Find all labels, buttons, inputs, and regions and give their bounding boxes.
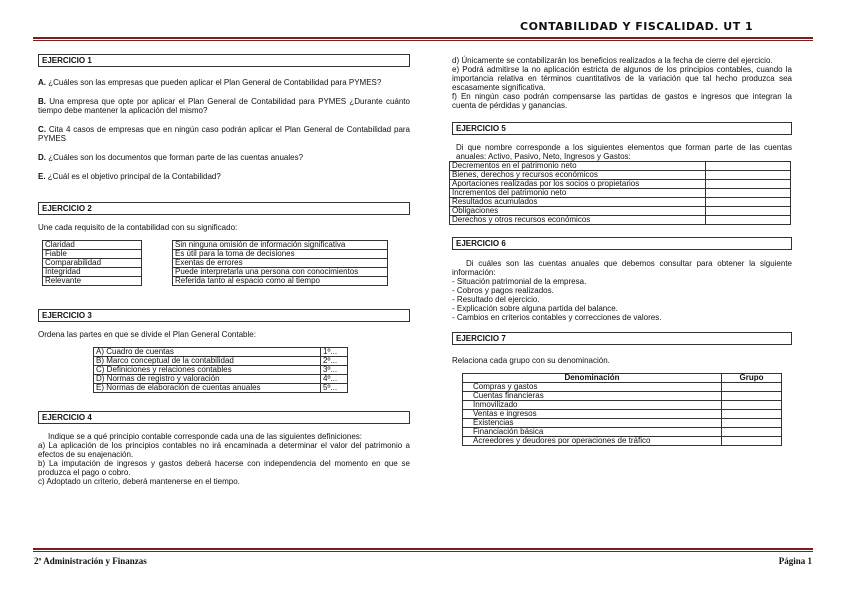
page-header-title: CONTABILIDAD Y FISCALIDAD. UT 1 — [520, 20, 754, 33]
table-row: C) Definiciones y relaciones contables 3º... — [94, 366, 348, 375]
table-row: D) Normas de registro y valoración 4º... — [94, 375, 348, 384]
ej1-question-a: A. ¿Cuáles son las empresas que pueden aplicar el Plan General de Contabilidad para PYMES? — [38, 78, 382, 87]
ej6-item: - Explicación sobre alguna partida del balance. — [452, 304, 618, 313]
footer-rule-thin — [33, 551, 813, 552]
table-row: A) Cuadro de cuentas 1º... — [94, 348, 348, 357]
ej4-item-a: a) La aplicación de los principios contables no irá encaminada a determinar el valor del patrimonio a efectos de su enajenación. — [38, 441, 410, 459]
right-column — [452, 54, 792, 446]
ej5-intro: Di que nombre corresponde a los siguientes elementos que forman parte de las cuentas anuales: Activo, Pasivo, Neto, Ingresos y Gastos: — [456, 143, 792, 161]
ej6-item: - Resultado del ejercicio. — [452, 295, 540, 304]
table-row: Financiación básica — [463, 428, 782, 437]
ej6-intro: Di cuáles son las cuentas anuales que debemos consultar para obtener la siguiente información: — [452, 259, 792, 277]
table-row: Comparabilidad — [43, 259, 142, 268]
ej1-question-b: B. Una empresa que opte por aplicar el Plan General de Contabilidad para PYMES ¿Durante cuánto tiempo debe mantener la aplicación del mismo? — [38, 97, 410, 115]
ej4-item-c: c) Adoptado un criterio, deberá mantenerse en el tiempo. — [38, 477, 240, 486]
table-row: Existencias — [463, 419, 782, 428]
table-row: Resultados acumulados — [450, 198, 791, 207]
ej2-meanings-table — [172, 240, 388, 286]
ej4-title: EJERCICIO 4 — [38, 411, 410, 424]
table-row: Exentas de errores — [173, 259, 388, 268]
ej4-item-f: f) En ningún caso podrán compensarse las partidas de gastos e ingresos que integran la cuenta de pérdidas y ganancias. — [452, 92, 792, 110]
table-row: Referida tanto al espacio como al tiempo — [173, 277, 388, 286]
ej4-item-e: e) Podrá admitirse la no aplicación estricta de algunos de los principios contables, cuando la importancia relativa en términos cuantitativos de la variación que tal hecho produzca sea escasamente significativa. — [452, 65, 792, 92]
table-row: Aportaciones realizadas por los socios o propietarios — [450, 180, 791, 189]
table-row: Decrementos en el patrimonio neto — [450, 162, 791, 171]
table-row: E) Normas de elaboración de cuentas anuales 5º... — [94, 384, 348, 393]
ej6-item: - Cobros y pagos realizados. — [452, 286, 554, 295]
header-rule — [33, 37, 813, 39]
ej3-title: EJERCICIO 3 — [38, 309, 410, 322]
ej5-elements-table — [449, 161, 791, 225]
ej6-item: - Cambios en criterios contables y correcciones de valores. — [452, 313, 662, 322]
table-row: B) Marco conceptual de la contabilidad 2º... — [94, 357, 348, 366]
table-row: Acreedores y deudores por operaciones de tráfico — [463, 437, 782, 446]
ej1-title: EJERCICIO 1 — [38, 54, 410, 67]
table-row: Puede interpretarla una persona con conocimientos — [173, 268, 388, 277]
table-row: Fiable — [43, 250, 142, 259]
ej4-intro: Indique se a qué principio contable corresponde cada una de las siguientes definiciones: — [48, 432, 362, 441]
table-row: Derechos y otros recursos económicos — [450, 216, 791, 225]
ej3-parts-table — [93, 347, 348, 393]
header-rule-thin — [33, 40, 813, 41]
left-column — [38, 54, 410, 486]
table-row: Sin ninguna omisión de información significativa — [173, 241, 388, 250]
ej1-question-c: C. Cita 4 casos de empresas que en ningún caso podrán aplicar el Plan General de Contabilidad para PYMES — [38, 125, 411, 143]
table-row: Claridad — [43, 241, 142, 250]
table-row: Es útil para la toma de decisiones — [173, 250, 388, 259]
ej7-title: EJERCICIO 7 — [452, 332, 792, 345]
table-row: Bienes, derechos y recursos económicos — [450, 171, 791, 180]
table-row: Integridad — [43, 268, 142, 277]
ej7-intro: Relaciona cada grupo con su denominación. — [452, 356, 610, 365]
ej2-intro: Une cada requisito de la contabilidad con su significado: — [38, 223, 238, 232]
ej2-requirements-table — [42, 240, 142, 286]
ej1-question-d: D. ¿Cuáles son los documentos que forman parte de las cuentas anuales? — [38, 153, 304, 162]
ej3-intro: Ordena las partes en que se divide el Plan General Contable: — [38, 330, 256, 339]
ej7-groups-table — [462, 373, 782, 446]
table-row: Relevante — [43, 277, 142, 286]
footer-rule — [33, 548, 813, 550]
table-row: Inmovilizado — [463, 401, 782, 410]
ej4-item-b: b) La imputación de ingresos y gastos deberá hacerse con independencia del momento en que se produzca el pago o cobro. — [38, 459, 410, 477]
table-row: Ventas e ingresos — [463, 410, 782, 419]
table-row: Cuentas financieras — [463, 392, 782, 401]
ej6-item: - Situación patrimonial de la empresa. — [452, 277, 587, 286]
footer-course: 2º Administración y Finanzas — [34, 556, 147, 566]
ej6-title: EJERCICIO 6 — [452, 237, 792, 250]
ej1-question-e: E. ¿Cuál es el objetivo principal de la Contabilidad? — [38, 172, 221, 181]
ej4-item-d: d) Únicamente se contabilizarán los beneficios realizados a la fecha de cierre del ejercicio. — [452, 56, 773, 65]
table-row: Incrementos del patrimonio neto — [450, 189, 791, 198]
footer-page-number: Página 1 — [778, 556, 812, 566]
table-row: Obligaciones — [450, 207, 791, 216]
ej2-tables — [38, 240, 410, 295]
ej5-title: EJERCICIO 5 — [452, 122, 792, 135]
table-row: Compras y gastos — [463, 383, 782, 392]
ej2-title: EJERCICIO 2 — [38, 202, 410, 215]
table-header-row: Denominación Grupo — [463, 374, 782, 383]
